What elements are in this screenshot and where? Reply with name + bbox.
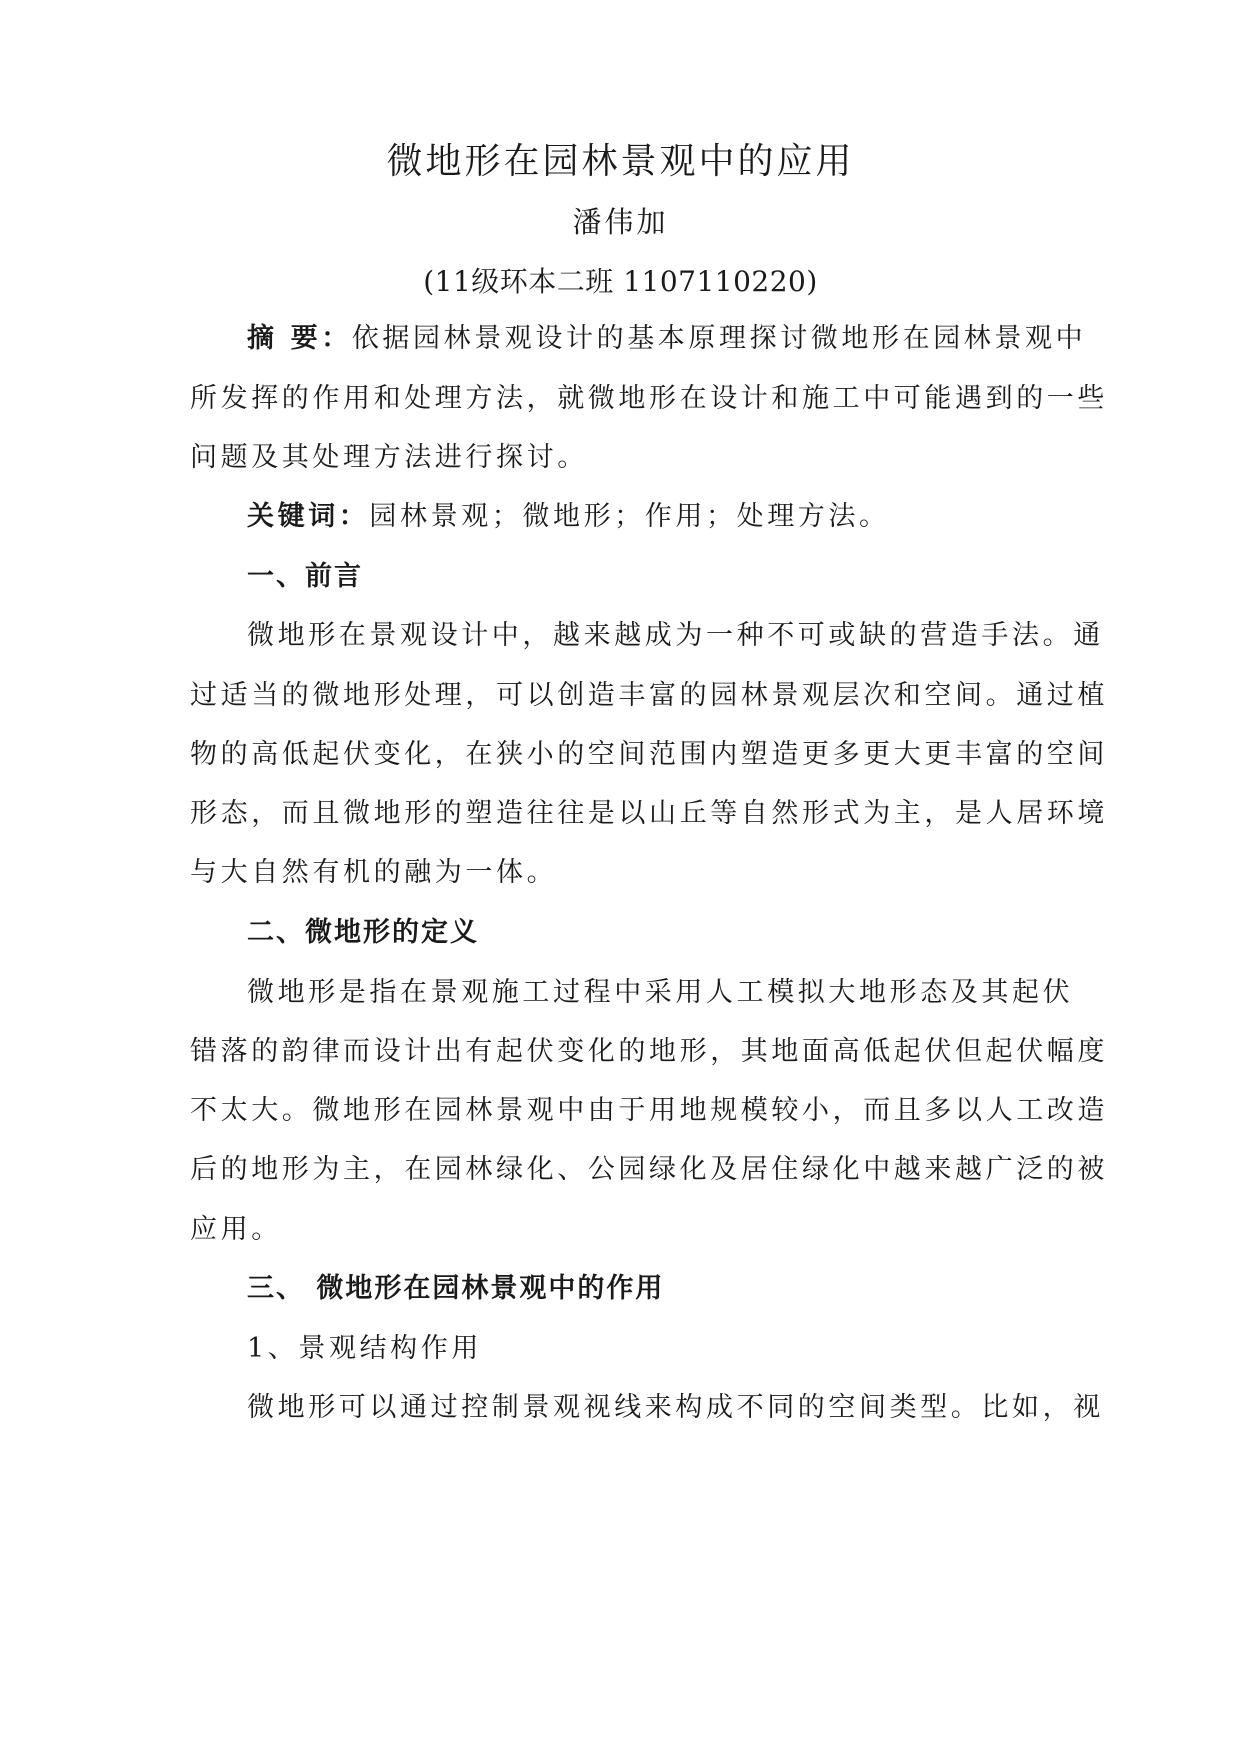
- paragraph-line: 微地形在景观设计中，越来越成为一种不可或缺的营造手法。通: [247, 620, 1104, 651]
- paragraph-line: 微地形可以通过控制景观视线来构成不同的空间类型。比如，视: [247, 1392, 1104, 1423]
- abstract-line-1: [247, 319, 1087, 359]
- paragraph-line: 应用。: [190, 1214, 282, 1245]
- subsection-heading: 1、景观结构作用: [247, 1333, 482, 1364]
- author-name: 潘伟加: [572, 205, 669, 239]
- paragraph-line: 错落的韵律而设计出有起伏变化的地形，其地面高低起伏但起伏幅度: [190, 1036, 1108, 1067]
- abstract-line-2: 所发挥的作用和处理方法，就微地形在设计和施工中可能遇到的一些: [190, 383, 1108, 414]
- keywords-label: 关键词：: [247, 501, 370, 532]
- section-heading-intro: 一、前言: [247, 561, 363, 592]
- abstract-line-3: 问题及其处理方法进行探讨。: [190, 442, 588, 473]
- abstract-text: 依据园林景观设计的基本原理探讨微地形在园林景观中: [351, 323, 1087, 354]
- paragraph-line: 不太大。微地形在园林景观中由于用地规模较小，而且多以人工改造: [190, 1095, 1108, 1126]
- paragraph-line: 与大自然有机的融为一体。: [190, 857, 558, 888]
- paragraph-line: 形态，而且微地形的塑造往往是以山丘等自然形式为主，是人居环境: [190, 798, 1108, 829]
- paragraph-line: 物的高低起伏变化，在狭小的空间范围内塑造更多更大更丰富的空间: [190, 739, 1108, 770]
- section-heading-definition: 二、微地形的定义: [247, 917, 479, 948]
- paragraph-line: 后的地形为主，在园林绿化、公园绿化及居住绿化中越来越广泛的被: [190, 1154, 1108, 1185]
- abstract-label: 摘 要：: [247, 323, 352, 354]
- section-heading-functions: 三、 微地形在园林景观中的作用: [247, 1273, 665, 1304]
- keywords-line: [247, 497, 1050, 537]
- author-affiliation: (11级环本二班 1107110220): [423, 265, 818, 298]
- document-title: 微地形在园林景观中的应用: [386, 141, 855, 182]
- paragraph-line: 过适当的微地形处理，可以创造丰富的园林景观层次和空间。通过植: [190, 680, 1108, 711]
- keywords-text: 园林景观；微地形；作用；处理方法。: [369, 501, 890, 532]
- paragraph-line: 微地形是指在景观施工过程中采用人工模拟大地形态及其起伏: [247, 977, 1074, 1008]
